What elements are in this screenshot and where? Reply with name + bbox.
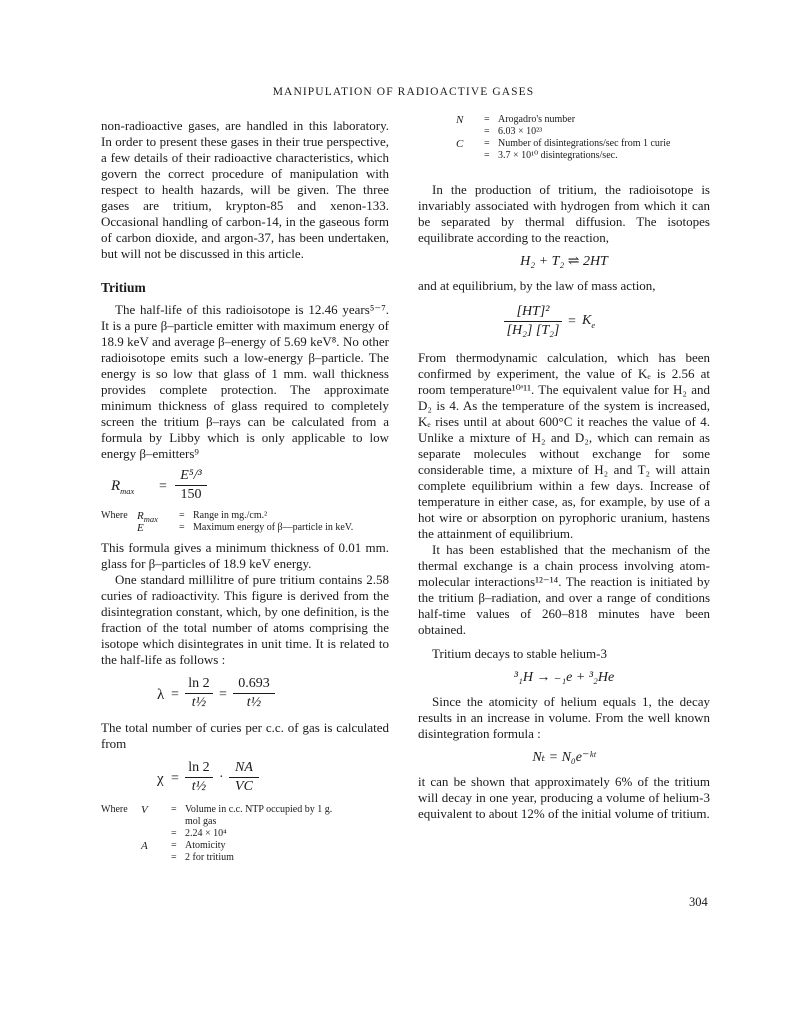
- where-block-range: [101, 510, 389, 534]
- def-row: [101, 840, 389, 852]
- paragraph-total-curies: The total number of curies per c.c. of gas is calculated from: [101, 720, 389, 751]
- paragraph-helium-volume: it can be shown that approximately 6% of the tritium will decay in one year, producing a volume of helium-3 equivalent to about 12% of the initial volume of tritium.: [418, 774, 710, 821]
- def-equals: =: [171, 840, 177, 851]
- paragraph-min-thickness: This formula gives a minimum thickness of 0.01 mm. glass for β–particles of 18.9 keV energy.: [101, 540, 389, 571]
- def-row: [101, 804, 389, 827]
- formula-denominator: VC: [235, 779, 253, 794]
- def-symbol: V: [141, 804, 148, 816]
- equation-equilibrium: H₂ + T₂ ⇌ 2HT: [520, 254, 608, 269]
- def-text: Range in mg./cm.²: [193, 510, 268, 521]
- formula-denominator: t½: [191, 695, 207, 710]
- def-row: [101, 852, 389, 864]
- def-equals: =: [171, 828, 177, 839]
- def-text: 6.03 × 10²³: [498, 126, 543, 137]
- formula-numerator: 0.693: [238, 676, 270, 691]
- def-text: Atomicity: [185, 840, 226, 851]
- def-symbol: E: [137, 522, 144, 534]
- equilibrium-constant-formula: [418, 304, 710, 342]
- paragraph-half-life: The half-life of this radioisotope is 12.46 years⁵⁻⁷. It is a pure β–particle emitter with maximum energy of 18.9 keV and average β–energy of 5.69 keV⁸. No other radioisotope emits such a low-energy β–particle. The energy is so low that glass of 1 mm. wall thickness provides complete protection. The approximate minimum thickness of glass required to completely screen the tritium β–rays can be calculated from a formula by Libby which is only applicable to low energy β–emitters⁹: [101, 302, 389, 461]
- paragraph-mechanism: It has been established that the mechanism of the thermal exchange is a chain process involving atom-molecular interactions¹²⁻¹⁴. The reaction is initiated by the tritium β–radiation, and over a range of conditions half-time values of 260–818 minutes have been obtained.: [418, 542, 710, 637]
- def-row: [101, 510, 389, 525]
- formula-numerator: ln 2: [188, 760, 210, 775]
- paragraph-thermodynamic: From thermodynamic calculation, which has been confirmed by experiment, the value of Kₑ is 2.56 at room temperature¹⁰'¹¹. The equivalent value for H₂ and D₂ is 4. As the temperature of the system is increased, Kₑ rises until at about 600°C it reaches the value of 4. Unlike a mixture of H₂ and D₂, which can remain as separate molecules without exchange for some considerable time, a mixture of H₂ and T₂ will attain complete equilibrium within a few days. Increase of temperature in either case, as, for example, by use of a hot wire or absorption on pyrophoric uranium, hastens the attainment of equilibrium.: [418, 350, 710, 541]
- libby-formula: [101, 468, 389, 506]
- formula-lhs: $R_{max}$: [111, 478, 135, 496]
- def-row: [418, 126, 710, 138]
- def-symbol: $R_{max}$: [137, 510, 158, 525]
- def-text: 3.7 × 10¹⁰ disintegrations/sec.: [498, 150, 618, 161]
- def-text: 2.24 × 10⁴: [185, 828, 227, 839]
- def-equals: =: [484, 138, 490, 149]
- paragraph-mass-action: and at equilibrium, by the law of mass action,: [418, 278, 656, 293]
- formula-fraction: [229, 760, 259, 795]
- paragraph-atomicity: Since the atomicity of helium equals 1, the decay results in an increase in volume. From the well known disintegration formula :: [418, 694, 710, 741]
- equation-disintegration: Nₜ = N₀e⁻ᵏᵗ: [532, 750, 596, 765]
- section-heading-tritium: Tritium: [101, 280, 146, 295]
- def-equals: =: [484, 114, 490, 125]
- def-equals: =: [171, 852, 177, 863]
- paragraph-production: In the production of tritium, the radioisotope is invariably associated with hydrogen from which it can be separated by thermal diffusion. The isotopes equilibrate according to the reaction,: [418, 182, 710, 245]
- chi-formula: [101, 760, 389, 800]
- intro-paragraph: non-radioactive gases, are handled in this laboratory. In order to present these gases in their true perspective, a few details of their radioactive characteristics, which govern the correct procedure of manipulation with respect to health hazards, will be given. The three gases are tritium, krypton-85 and xenon-133. Occasional handling of carbon-14, in the gaseous form of carbon dioxide, and argon-37, has been undertaken, but will not be discussed in this article.: [101, 118, 389, 261]
- formula-denominator: [H₂] [T₂]: [506, 323, 560, 338]
- formula-rhs: $K_e$: [582, 313, 596, 330]
- formula-numerator: E⁵/³: [180, 468, 202, 483]
- left-column: [101, 118, 389, 870]
- formula-equals: =: [171, 687, 179, 702]
- def-text: Number of disintegrations/sec from 1 curie: [498, 138, 671, 149]
- formula-fraction: [185, 760, 213, 795]
- def-equals: =: [171, 804, 177, 815]
- def-equals: =: [179, 510, 185, 521]
- def-equals: =: [484, 150, 490, 161]
- def-row: [418, 114, 710, 126]
- def-text: Maximum energy of β—particle in keV.: [193, 522, 354, 533]
- formula-denominator: t½: [191, 779, 207, 794]
- def-symbol: N: [456, 114, 464, 126]
- def-row: [418, 138, 710, 150]
- right-column: [418, 114, 710, 822]
- def-row: [101, 828, 389, 840]
- constants-block: [418, 114, 710, 162]
- paragraph-curies: One standard millilitre of pure tritium contains 2.58 curies of radioactivity. This figure is derived from the disintegration constant, which, by one definition, is the fraction of the total number of atoms comprising the isotope which disintegrates in unit time. It is related to the half-life as follows :: [101, 572, 389, 667]
- def-symbol: A: [141, 840, 148, 852]
- def-text: Arogadro's number: [498, 114, 576, 125]
- def-row: [418, 150, 710, 162]
- equation-decay: ³₁H → ₋₁e + ³₂He: [513, 670, 615, 685]
- def-text: 2 for tritium: [185, 852, 234, 863]
- lambda-formula: [101, 676, 389, 716]
- formula-equals: =: [568, 314, 576, 329]
- formula-lhs: χ: [157, 771, 164, 787]
- def-symbol: C: [456, 138, 464, 150]
- where-block-volume: [101, 804, 389, 864]
- def-equals: =: [484, 126, 490, 137]
- formula-lhs: λ: [157, 687, 165, 703]
- formula-denominator: 150: [180, 487, 202, 502]
- formula-fraction: [185, 676, 213, 711]
- formula-equals: =: [171, 771, 179, 786]
- def-label: Where: [101, 804, 128, 815]
- def-equals: =: [179, 522, 185, 533]
- formula-denominator: t½: [246, 695, 262, 710]
- formula-fraction: [175, 468, 207, 503]
- formula-dot: ·: [219, 770, 224, 785]
- formula-equals: =: [219, 687, 227, 702]
- def-row: [101, 522, 389, 534]
- formula-numerator: ln 2: [188, 676, 210, 691]
- running-head: MANIPULATION OF RADIOACTIVE GASES: [272, 86, 535, 98]
- page-number: 304: [689, 895, 708, 909]
- def-label: Where: [101, 510, 128, 521]
- formula-numerator: [HT]²: [516, 304, 550, 319]
- formula-numerator: NA: [235, 760, 253, 775]
- formula-fraction: [504, 304, 562, 339]
- formula-fraction: [233, 676, 275, 711]
- def-text: Volume in c.c. NTP occupied by 1 g. mol gas: [185, 804, 333, 827]
- paragraph-decay: Tritium decays to stable helium-3: [432, 646, 607, 661]
- formula-equals: =: [159, 479, 167, 494]
